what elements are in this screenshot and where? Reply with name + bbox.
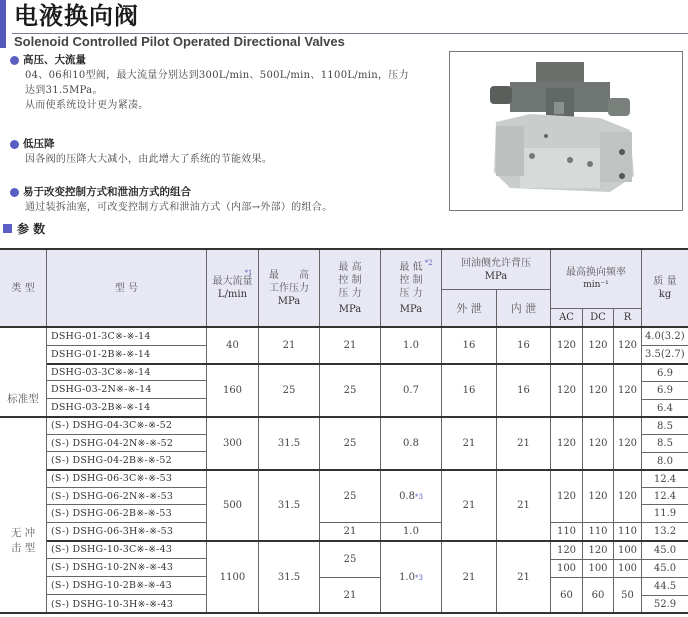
header-label-wrap [399, 258, 433, 274]
cell-freq-r: 120 [614, 471, 642, 523]
table-row-model: (S-) DSHG-06-2B※-※-53 [47, 505, 207, 523]
cell-back-ext: 21 [442, 542, 497, 614]
header-max-ctrl-pressure [320, 250, 381, 327]
header-unit: MPa [338, 303, 362, 315]
header-label: 控 制 [399, 274, 423, 286]
cell-work-pressure: 21 [259, 328, 320, 364]
footnote-marker: *1 [244, 269, 253, 277]
cell-freq-r: 120 [614, 328, 642, 364]
header-label: 外 泄 [456, 301, 482, 315]
type-standard [0, 328, 47, 468]
cell-mass: 6.9 [642, 365, 688, 382]
feature-line: 通过装拆油塞，可改变控制方式和泄油方式（内部→外部）的组合。 [25, 202, 333, 213]
header-switch-freq [551, 250, 642, 309]
feature-line: 因各阀的压降大大减小，由此增大了系统的节能效果。 [25, 154, 273, 165]
cell-freq-ac: 120 [551, 365, 583, 417]
cell-freq-dc: 120 [583, 471, 614, 523]
bullet-icon [10, 188, 19, 197]
header-label: 最大流量 [212, 276, 253, 287]
cell-mass: 45.0 [642, 560, 688, 578]
feature-text-low-pressure-drop [25, 152, 272, 167]
table-row-model: DSHG-03-2B※-※-14 [47, 399, 207, 417]
table-row-model: (S-) DSHG-06-3C※-※-53 [47, 470, 207, 488]
header-label-wrap [212, 269, 253, 288]
cell-mass: 52.9 [642, 596, 688, 614]
cell-freq-dc: 120 [583, 542, 614, 560]
header-label: 最 高 [269, 269, 309, 281]
header-type [0, 250, 47, 327]
footnote-marker: *3 [414, 573, 423, 582]
cell-min-ctrl: 0.7 [381, 365, 442, 417]
table-row-model: (S-) DSHG-04-2B※-※-52 [47, 452, 207, 470]
cell-work-pressure: 31.5 [259, 471, 320, 541]
cell-min-ctrl [381, 471, 442, 523]
cell-mass: 12.4 [642, 471, 688, 488]
cell-freq-ac: 120 [551, 542, 583, 560]
table-row-model: DSHG-01-3C※-※-14 [47, 328, 207, 346]
cell-max-ctrl: 25 [320, 471, 381, 523]
params-heading [3, 220, 45, 237]
cell-max-ctrl: 21 [320, 578, 381, 614]
cell-flow: 300 [207, 418, 259, 470]
cell-freq-r: 110 [614, 523, 642, 541]
cell-freq-dc: 100 [583, 560, 614, 578]
header-freq-r [614, 309, 642, 327]
title-accent-bar [0, 0, 6, 48]
header-unit: MPa [277, 295, 301, 307]
cell-max-ctrl: 25 [320, 418, 381, 470]
cell-freq-r: 50 [614, 578, 642, 614]
feature-text-combination [25, 200, 332, 215]
cell-mass: 44.5 [642, 578, 688, 596]
valve-illustration-icon [450, 52, 682, 210]
cell-work-pressure: 31.5 [259, 418, 320, 470]
feature-heading-text: 高压、大流量 [23, 54, 86, 66]
header-label: R [623, 312, 632, 323]
table-row-model: (S-) DSHG-10-2B※-※-43 [47, 577, 207, 595]
cell-back-int: 21 [497, 542, 551, 614]
cell-back-int: 16 [497, 365, 551, 417]
header-max-work-pressure [259, 250, 320, 327]
cell-freq-dc: 110 [583, 523, 614, 541]
header-label: 回油侧允许背压 [461, 257, 531, 269]
feature-heading-text: 低压降 [23, 138, 55, 150]
cell-mass: 8.5 [642, 418, 688, 435]
table-row-model: (S-) DSHG-10-3H※-※-43 [47, 595, 207, 614]
table-row-model: (S-) DSHG-06-2N※-※-53 [47, 488, 207, 505]
feature-heading-text: 易于改变控制方式和泄油方式的组合 [23, 186, 191, 198]
table-row-model: (S-) DSHG-04-2N※-※-52 [47, 435, 207, 452]
feature-heading-high-pressure [10, 53, 86, 67]
header-back-pressure [442, 250, 551, 290]
cell-freq-r: 120 [614, 365, 642, 417]
type-label: 标准型 [7, 392, 39, 405]
header-label: 质 量 [653, 276, 677, 287]
cell-work-pressure: 25 [259, 365, 320, 417]
cell-max-ctrl: 21 [320, 523, 381, 541]
cell-mass: 13.2 [642, 523, 688, 541]
cell-flow: 40 [207, 328, 259, 364]
cell-freq-ac: 100 [551, 560, 583, 578]
header-label: 最 低 [399, 261, 423, 273]
header-unit: L/min [217, 289, 248, 300]
header-label: 压 力 [338, 287, 362, 299]
cell-back-int: 16 [497, 328, 551, 364]
feature-line: 达到31.5MPa。 [25, 85, 103, 96]
cell-freq-r: 100 [614, 542, 642, 560]
cell-freq-ac: 110 [551, 523, 583, 541]
header-label: 内 泄 [510, 301, 537, 315]
type-label: 击 型 [10, 542, 36, 554]
square-bullet-icon [3, 224, 12, 233]
bullet-icon [10, 140, 19, 149]
params-table [0, 248, 688, 614]
feature-text-high-pressure [25, 68, 409, 113]
header-mass [642, 250, 688, 327]
cell-max-ctrl: 25 [320, 542, 381, 578]
header-back-external [442, 290, 497, 327]
cell-freq-ac: 120 [551, 328, 583, 364]
cell-flow: 1100 [207, 542, 259, 614]
cell-mass: 4.0(3.2) [642, 328, 688, 346]
cell-back-ext: 16 [442, 365, 497, 417]
feature-heading-low-pressure-drop [10, 137, 55, 151]
cell-mass: 8.0 [642, 453, 688, 470]
cell-freq-r: 120 [614, 418, 642, 470]
table-row-model: (S-) DSHG-04-3C※-※-52 [47, 417, 207, 435]
cell-freq-dc: 120 [583, 328, 614, 364]
table-row-model: (S-) DSHG-10-3C※-※-43 [47, 541, 207, 559]
feature-line: 04、06和10型阀，最大流量分别达到300L/min、500L/min、1100L/min，压力 [25, 70, 409, 81]
table-row-model: (S-) DSHG-10-2N※-※-43 [47, 559, 207, 577]
header-unit: kg [658, 289, 672, 300]
cell-mass: 6.4 [642, 400, 688, 417]
header-label: 型 号 [114, 282, 139, 294]
header-unit: MPa [484, 270, 508, 282]
header-max-flow [207, 250, 259, 327]
header-min-ctrl-pressure [381, 250, 442, 327]
cell-mass: 11.9 [642, 505, 688, 523]
cell-max-ctrl: 25 [320, 365, 381, 417]
cell-flow: 160 [207, 365, 259, 417]
cell-mass: 12.4 [642, 488, 688, 505]
cell-back-ext: 21 [442, 418, 497, 470]
cell-min-ctrl: 1.0 [381, 328, 442, 364]
cell-min-ctrl: 0.8 [381, 418, 442, 470]
type-shockless [0, 468, 47, 614]
header-label: 类 型 [11, 282, 35, 294]
cell-value: 0.8 [399, 491, 415, 502]
cell-freq-dc: 60 [583, 578, 614, 614]
header-label: 最高换向频率 [566, 267, 626, 278]
cell-mass: 6.9 [642, 382, 688, 400]
type-label: 无 冲 [10, 527, 36, 539]
valve-photo [449, 51, 683, 211]
cell-back-ext: 21 [442, 471, 497, 541]
cell-mass: 3.5(2.7) [642, 346, 688, 364]
table-row-model: DSHG-03-3C※-※-14 [47, 364, 207, 381]
header-label: 控 制 [338, 274, 362, 286]
cell-back-ext: 16 [442, 328, 497, 364]
cell-work-pressure: 31.5 [259, 542, 320, 614]
header-model [47, 250, 207, 327]
feature-line: 从而使系统设计更为紧凑。 [25, 100, 149, 111]
cell-freq-ac: 120 [551, 471, 583, 523]
cell-freq-dc: 120 [583, 418, 614, 470]
table-row-model: DSHG-01-2B※-※-14 [47, 346, 207, 364]
header-unit: MPa [399, 303, 423, 315]
header-label: 压 力 [399, 287, 423, 299]
cell-value: 1.0 [399, 572, 415, 583]
cell-mass: 8.5 [642, 435, 688, 453]
header-unit: min⁻¹ [583, 280, 609, 290]
header-back-internal [497, 290, 551, 327]
cell-flow: 500 [207, 471, 259, 541]
table-row-model: (S-) DSHG-06-3H※-※-53 [47, 523, 207, 541]
cell-mass: 45.0 [642, 542, 688, 560]
params-heading-text: 参 数 [17, 222, 46, 236]
page-title: 电液换向阀 [14, 2, 139, 30]
cell-back-int: 21 [497, 418, 551, 470]
cell-max-ctrl: 21 [320, 328, 381, 364]
header-label: DC [590, 312, 606, 323]
feature-heading-combination [10, 185, 191, 199]
footnote-marker: *2 [424, 258, 433, 267]
cell-freq-ac: 120 [551, 418, 583, 470]
cell-freq-ac: 60 [551, 578, 583, 614]
cell-freq-r: 100 [614, 560, 642, 578]
header-label: AC [559, 312, 574, 323]
cell-min-ctrl [381, 542, 442, 614]
page-subtitle: Solenoid Controlled Pilot Operated Directional Valves [14, 34, 345, 49]
header-label: 工作压力 [269, 282, 309, 294]
bullet-icon [10, 56, 19, 65]
footnote-marker: *3 [414, 492, 423, 501]
header-freq-dc [583, 309, 614, 327]
cell-min-ctrl: 1.0 [381, 523, 442, 541]
header-label: 最 高 [338, 261, 362, 273]
cell-freq-dc: 120 [583, 365, 614, 417]
table-row-model: DSHG-03-2N※-※-14 [47, 381, 207, 399]
cell-back-int: 21 [497, 471, 551, 541]
table-bottom-rule [0, 612, 688, 614]
header-freq-ac [551, 309, 583, 327]
